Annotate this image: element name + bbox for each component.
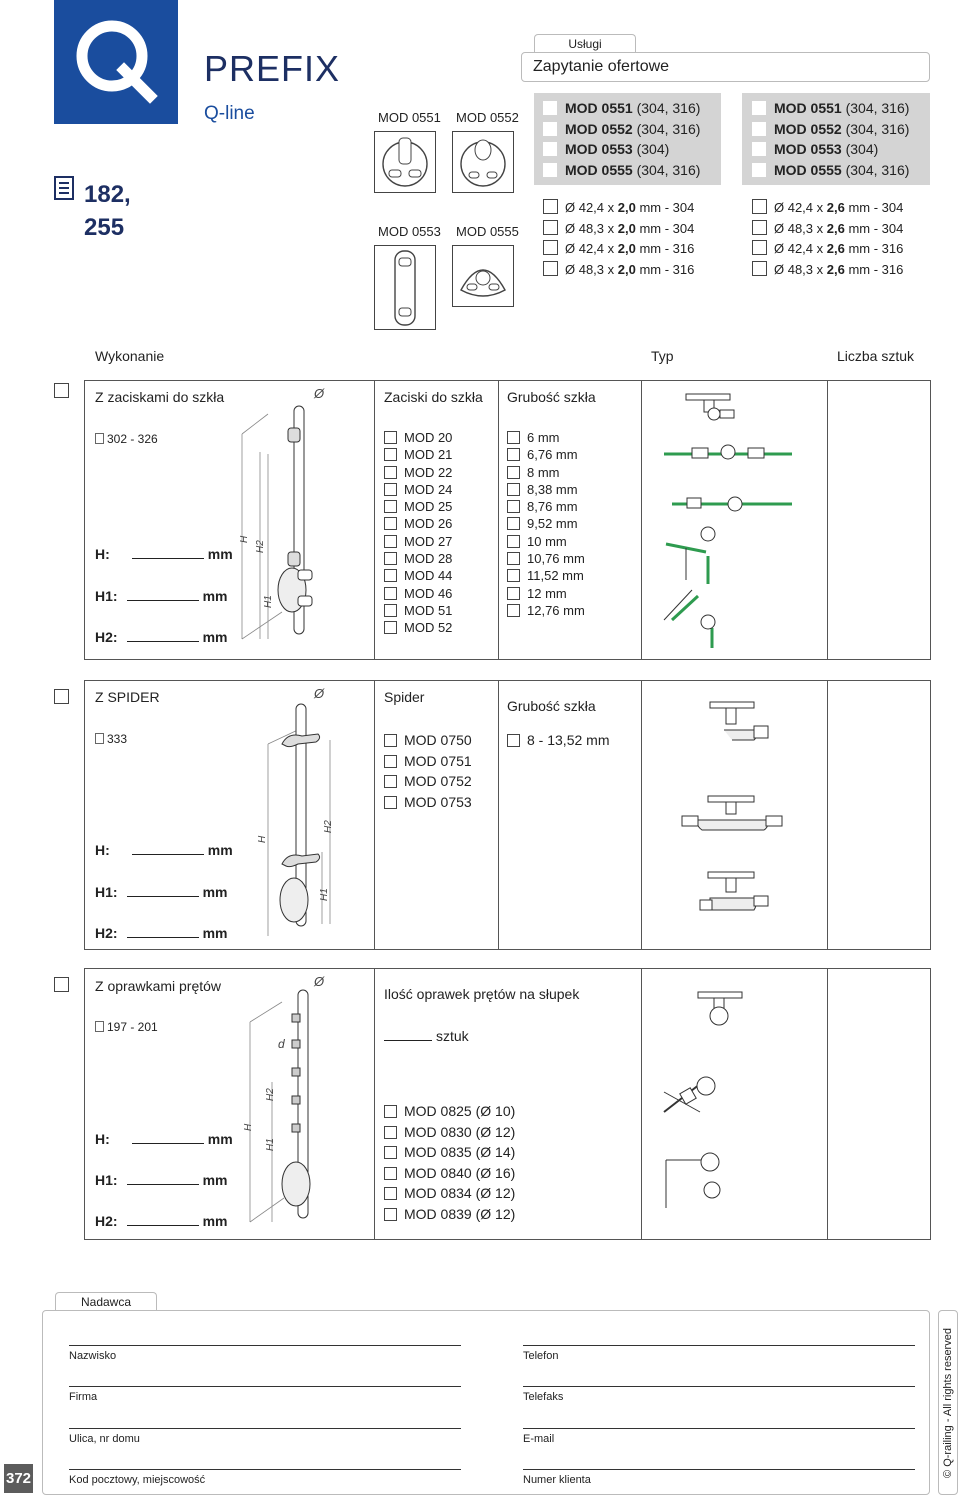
thickness-option[interactable]: 8,76 mm bbox=[507, 498, 585, 515]
variant-row[interactable]: MOD 0552 (304, 316) bbox=[543, 119, 721, 140]
thickness-option[interactable]: 11,52 mm bbox=[507, 567, 585, 584]
thickness-option[interactable]: 12 mm bbox=[507, 585, 585, 602]
nadawca-tab[interactable]: Nadawca bbox=[55, 1292, 157, 1310]
svg-text:H1: H1 bbox=[319, 888, 330, 901]
label-telefaks[interactable]: Telefaks bbox=[523, 1391, 564, 1403]
thickness-option[interactable]: 6 mm bbox=[507, 429, 585, 446]
clamp-option[interactable]: MOD 51 bbox=[384, 602, 452, 619]
thickness-list bbox=[507, 429, 585, 619]
type-icon-1[interactable] bbox=[698, 992, 742, 1025]
checkbox[interactable] bbox=[384, 1187, 397, 1200]
section3-ref: 197 - 201 bbox=[95, 1020, 158, 1034]
checkbox[interactable] bbox=[384, 775, 397, 788]
checkbox[interactable] bbox=[752, 101, 766, 115]
diameter-label: Ø bbox=[314, 686, 325, 701]
q-logo-icon bbox=[54, 0, 178, 124]
h2-field[interactable]: H2: mm bbox=[95, 925, 228, 941]
holder-option[interactable]: MOD 0840 (Ø 16) bbox=[384, 1163, 515, 1184]
spider-option[interactable]: MOD 0750 bbox=[384, 730, 472, 751]
h-field[interactable]: H: mm bbox=[95, 1131, 233, 1147]
checkbox[interactable] bbox=[543, 261, 558, 276]
label-numer-klienta[interactable]: Numer klienta bbox=[523, 1474, 591, 1486]
clamp-list bbox=[384, 429, 452, 637]
type-icon-2[interactable] bbox=[664, 445, 792, 459]
checkbox[interactable] bbox=[543, 163, 557, 177]
checkbox[interactable] bbox=[507, 466, 520, 479]
model-label-0552: MOD 0552 bbox=[456, 110, 519, 125]
checkbox[interactable] bbox=[752, 163, 766, 177]
holder-option[interactable]: MOD 0830 (Ø 12) bbox=[384, 1122, 515, 1143]
document-icon bbox=[54, 176, 74, 200]
variant-row[interactable]: MOD 0555 (304, 316) bbox=[543, 160, 721, 181]
dim-option[interactable]: Ø 42,4 x 2,0 mm - 304 bbox=[543, 198, 694, 219]
checkbox[interactable] bbox=[384, 1167, 397, 1180]
spider-option[interactable]: MOD 0753 bbox=[384, 792, 472, 813]
section3-col2-title: Ilość oprawek prętów na słupek bbox=[384, 986, 580, 1002]
dims-right bbox=[752, 198, 903, 280]
dim-option[interactable]: Ø 48,3 x 2,6 mm - 304 bbox=[752, 219, 903, 240]
section1-title: Z zaciskami do szkła bbox=[95, 389, 225, 405]
section1-col2-title: Zaciski do szkła bbox=[384, 389, 483, 405]
svg-text:H2: H2 bbox=[265, 1088, 276, 1101]
h2-field[interactable]: H2: mm bbox=[95, 1213, 228, 1229]
model-label-0551: MOD 0551 bbox=[378, 110, 441, 125]
section2-col2-title: Spider bbox=[384, 689, 425, 705]
checkbox[interactable] bbox=[507, 483, 520, 496]
variant-mods-right bbox=[742, 93, 930, 185]
h-field[interactable]: H: mm bbox=[95, 546, 233, 562]
spider-option[interactable]: MOD 0752 bbox=[384, 771, 472, 792]
thickness-option[interactable]: 8 - 13,52 mm bbox=[507, 730, 609, 751]
checkbox[interactable] bbox=[384, 552, 397, 565]
model-label-0555: MOD 0555 bbox=[456, 224, 519, 239]
brand-title: PREFIX bbox=[204, 48, 341, 89]
spider-thickness bbox=[507, 730, 609, 751]
thickness-option[interactable]: 6,76 mm bbox=[507, 446, 585, 463]
holder-option[interactable]: MOD 0835 (Ø 14) bbox=[384, 1142, 515, 1163]
spider-option[interactable]: MOD 0751 bbox=[384, 751, 472, 772]
checkbox[interactable] bbox=[507, 569, 520, 582]
section2-checkbox[interactable] bbox=[54, 689, 69, 704]
holder-list bbox=[384, 1101, 515, 1224]
thickness-option[interactable]: 10 mm bbox=[507, 533, 585, 550]
checkbox[interactable] bbox=[384, 431, 397, 444]
mod-0551-image[interactable] bbox=[374, 131, 436, 193]
h1-field[interactable]: H1: mm bbox=[95, 1172, 228, 1188]
checkbox[interactable] bbox=[752, 240, 767, 255]
checkbox[interactable] bbox=[507, 734, 520, 747]
spider-list bbox=[384, 730, 472, 812]
section3-checkbox[interactable] bbox=[54, 977, 69, 992]
variant-row[interactable]: MOD 0553 (304) bbox=[543, 139, 721, 160]
svg-text:H1: H1 bbox=[263, 595, 274, 608]
variant-row[interactable]: MOD 0551 (304, 316) bbox=[752, 98, 930, 119]
clamp-option[interactable]: MOD 26 bbox=[384, 515, 452, 532]
section3-title: Z oprawkami prętów bbox=[95, 978, 222, 994]
label-ulica[interactable]: Ulica, nr domu bbox=[69, 1433, 140, 1445]
label-email[interactable]: E-mail bbox=[523, 1433, 555, 1445]
clamp-option[interactable]: MOD 25 bbox=[384, 498, 452, 515]
checkbox[interactable] bbox=[384, 466, 397, 479]
clamp-option[interactable]: MOD 24 bbox=[384, 481, 452, 498]
label-telefon[interactable]: Telefon bbox=[523, 1350, 559, 1362]
variant-row[interactable]: MOD 0555 (304, 316) bbox=[752, 160, 930, 181]
type-icon-2[interactable] bbox=[682, 796, 782, 830]
dim-option[interactable]: Ø 42,4 x 2,6 mm - 304 bbox=[752, 198, 903, 219]
clamp-option[interactable]: MOD 20 bbox=[384, 429, 452, 446]
h2-field[interactable]: H2: mm bbox=[95, 629, 228, 645]
col-typ: Typ bbox=[651, 348, 674, 364]
label-firma[interactable]: Firma bbox=[69, 1391, 98, 1403]
col-liczba: Liczba sztuk bbox=[837, 348, 915, 364]
holder-option[interactable]: MOD 0834 (Ø 12) bbox=[384, 1183, 515, 1204]
type-icon-2[interactable] bbox=[664, 1077, 715, 1112]
dim-option[interactable]: Ø 48,3 x 2,0 mm - 316 bbox=[543, 260, 694, 281]
checkbox[interactable] bbox=[507, 517, 520, 530]
dim-option[interactable]: Ø 48,3 x 2,6 mm - 316 bbox=[752, 260, 903, 281]
mod-0552-image[interactable] bbox=[452, 131, 514, 193]
checkbox[interactable] bbox=[507, 535, 520, 548]
dims-left bbox=[543, 198, 694, 280]
diameter-label: Ø bbox=[314, 386, 325, 401]
copyright-box bbox=[938, 1310, 958, 1495]
spider-type-icons bbox=[642, 684, 826, 946]
section1-col3-title: Grubość szkła bbox=[507, 389, 596, 405]
thickness-option[interactable]: 8 mm bbox=[507, 464, 585, 481]
svg-text:H1: H1 bbox=[265, 1138, 276, 1151]
catalog-pages bbox=[84, 178, 131, 244]
clamp-type-icons bbox=[642, 384, 826, 658]
checkbox[interactable] bbox=[384, 604, 397, 617]
type-icon-3[interactable] bbox=[700, 872, 768, 910]
checkbox[interactable] bbox=[384, 500, 397, 513]
variant-row[interactable]: MOD 0552 (304, 316) bbox=[752, 119, 930, 140]
checkbox[interactable] bbox=[507, 587, 520, 600]
diameter-label: Ø bbox=[314, 974, 325, 989]
h1-field[interactable]: H1: mm bbox=[95, 884, 228, 900]
type-icon-3[interactable] bbox=[666, 1153, 720, 1208]
variant-row[interactable]: MOD 0551 (304, 316) bbox=[543, 98, 721, 119]
document-icon bbox=[95, 733, 104, 744]
clamp-option[interactable]: MOD 46 bbox=[384, 585, 452, 602]
checkbox[interactable] bbox=[507, 604, 520, 617]
document-icon bbox=[95, 433, 104, 444]
h-field[interactable]: H: mm bbox=[95, 842, 233, 858]
type-icon-3[interactable] bbox=[672, 497, 792, 511]
checkbox[interactable] bbox=[384, 587, 397, 600]
post-drawing-rod-holders bbox=[232, 972, 372, 1238]
type-icon-5[interactable] bbox=[664, 590, 715, 648]
clamp-option[interactable]: MOD 44 bbox=[384, 567, 452, 584]
variant-row[interactable]: MOD 0553 (304) bbox=[752, 139, 930, 160]
section1-checkbox[interactable] bbox=[54, 383, 69, 398]
section2-col3-title: Grubość szkła bbox=[507, 698, 596, 714]
checkbox[interactable] bbox=[384, 448, 397, 461]
document-icon bbox=[95, 1021, 104, 1032]
svg-text:H: H bbox=[257, 835, 268, 843]
checkbox[interactable] bbox=[384, 1208, 397, 1221]
checkbox[interactable] bbox=[507, 431, 520, 444]
dim-option[interactable]: Ø 42,4 x 2,0 mm - 316 bbox=[543, 239, 694, 260]
h1-field[interactable]: H1: mm bbox=[95, 588, 228, 604]
svg-text:H: H bbox=[243, 1123, 254, 1131]
checkbox[interactable] bbox=[384, 535, 397, 548]
type-icon-1[interactable] bbox=[710, 702, 768, 740]
dim-option[interactable]: Ø 42,4 x 2,6 mm - 316 bbox=[752, 239, 903, 260]
uslugi-tab[interactable]: Usługi bbox=[534, 34, 636, 52]
dim-option[interactable]: Ø 48,3 x 2,0 mm - 304 bbox=[543, 219, 694, 240]
checkbox[interactable] bbox=[543, 101, 557, 115]
post-drawing-clamps bbox=[232, 384, 372, 659]
holder-option[interactable]: MOD 0825 (Ø 10) bbox=[384, 1101, 515, 1122]
checkbox[interactable] bbox=[543, 142, 557, 156]
label-kod-pocztowy[interactable]: Kod pocztowy, miejscowość bbox=[69, 1474, 206, 1486]
checkbox[interactable] bbox=[507, 448, 520, 461]
svg-text:H2: H2 bbox=[323, 820, 334, 833]
page-number: 372 bbox=[4, 1464, 33, 1493]
type-icon-1[interactable] bbox=[686, 394, 734, 420]
copyright-text: © Q-railing - All rights reserved bbox=[942, 1327, 954, 1478]
col-wykonanie: Wykonanie bbox=[95, 348, 165, 364]
checkbox[interactable] bbox=[384, 1126, 397, 1139]
clamp-option[interactable]: MOD 27 bbox=[384, 533, 452, 550]
checkbox[interactable] bbox=[384, 755, 397, 768]
section1-ref: 302 - 326 bbox=[95, 432, 158, 446]
sztuk-field[interactable]: sztuk bbox=[384, 1028, 469, 1044]
svg-text:H2: H2 bbox=[255, 540, 266, 553]
mod-0555-image[interactable] bbox=[452, 245, 514, 307]
clamp-option[interactable]: MOD 21 bbox=[384, 446, 452, 463]
checkbox[interactable] bbox=[752, 220, 767, 235]
sender-form bbox=[42, 1310, 930, 1495]
brand-subtitle: Q-line bbox=[204, 103, 255, 124]
zapytanie-title: Zapytanie ofertowe bbox=[521, 52, 930, 82]
thickness-option[interactable]: 12,76 mm bbox=[507, 602, 585, 619]
label-nazwisko[interactable]: Nazwisko bbox=[69, 1350, 117, 1362]
catalog-page-1: 182, bbox=[84, 181, 131, 208]
type-icon-4[interactable] bbox=[666, 527, 715, 584]
checkbox[interactable] bbox=[384, 1146, 397, 1159]
checkbox[interactable] bbox=[752, 261, 767, 276]
checkbox[interactable] bbox=[543, 240, 558, 255]
q-logo bbox=[54, 0, 178, 124]
checkbox[interactable] bbox=[543, 199, 558, 214]
rod-holder-type-icons bbox=[642, 972, 826, 1238]
thickness-option[interactable]: 10,76 mm bbox=[507, 550, 585, 567]
svg-text:H: H bbox=[239, 535, 250, 543]
clamp-option[interactable]: MOD 52 bbox=[384, 619, 452, 636]
checkbox[interactable] bbox=[543, 220, 558, 235]
post-drawing-spider bbox=[232, 684, 372, 946]
clamp-option[interactable]: MOD 22 bbox=[384, 464, 452, 481]
catalog-page-2: 255 bbox=[84, 214, 125, 241]
checkbox[interactable] bbox=[384, 621, 397, 634]
checkbox[interactable] bbox=[507, 500, 520, 513]
checkbox[interactable] bbox=[752, 199, 767, 214]
checkbox[interactable] bbox=[384, 1105, 397, 1118]
checkbox[interactable] bbox=[507, 552, 520, 565]
clamp-option[interactable]: MOD 28 bbox=[384, 550, 452, 567]
checkbox[interactable] bbox=[384, 734, 397, 747]
section2-title: Z SPIDER bbox=[95, 689, 160, 705]
checkbox[interactable] bbox=[384, 483, 397, 496]
checkbox[interactable] bbox=[543, 122, 557, 136]
mod-0553-image[interactable] bbox=[374, 245, 436, 330]
svg-text:d: d bbox=[278, 1037, 285, 1051]
thickness-option[interactable]: 8,38 mm bbox=[507, 481, 585, 498]
checkbox[interactable] bbox=[384, 796, 397, 809]
thickness-option[interactable]: 9,52 mm bbox=[507, 515, 585, 532]
checkbox[interactable] bbox=[384, 517, 397, 530]
checkbox[interactable] bbox=[752, 142, 766, 156]
checkbox[interactable] bbox=[384, 569, 397, 582]
section2-ref: 333 bbox=[95, 732, 127, 746]
model-label-0553: MOD 0553 bbox=[378, 224, 441, 239]
variant-mods-left bbox=[534, 93, 721, 185]
holder-option[interactable]: MOD 0839 (Ø 12) bbox=[384, 1204, 515, 1225]
checkbox[interactable] bbox=[752, 122, 766, 136]
